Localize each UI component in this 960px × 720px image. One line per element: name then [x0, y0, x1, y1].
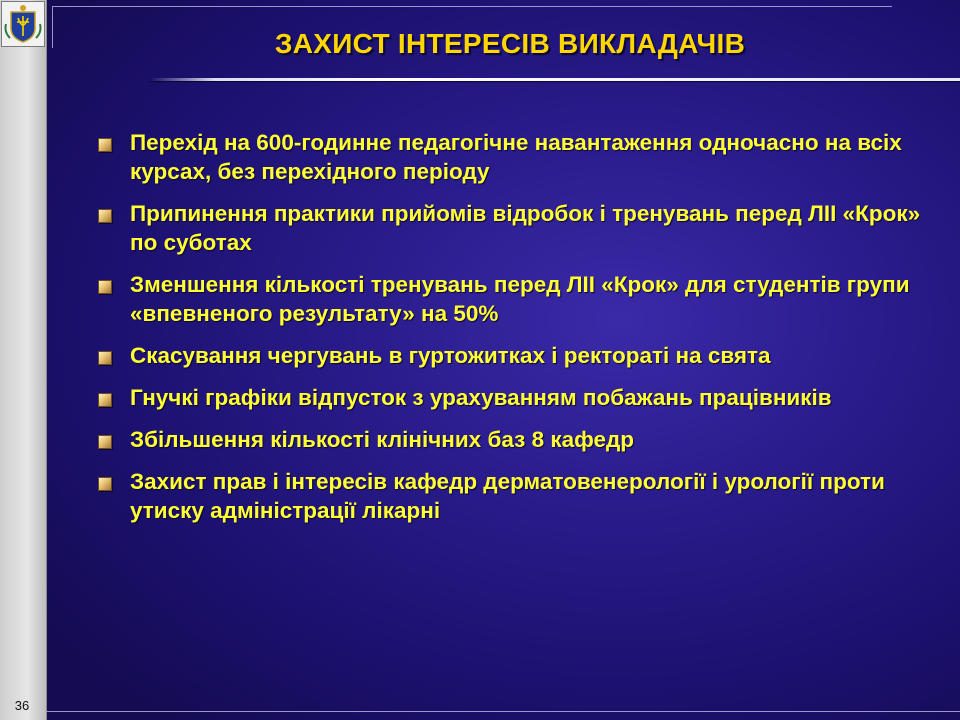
frame-line-left	[52, 6, 53, 48]
frame-line-bottom	[46, 711, 960, 712]
list-item	[96, 341, 946, 370]
list-item	[96, 270, 946, 328]
list-item	[96, 128, 946, 186]
left-sidebar	[0, 0, 47, 720]
bullet-text: Перехід на 600-годинне педагогічне навантаження одночасно на всіх курсах, без перехідного періоду	[130, 130, 902, 184]
square-bullet-icon	[98, 209, 112, 223]
bullet-text: Скасування чергувань в гуртожитках і ректораті на свята	[130, 343, 771, 368]
page-number: 36	[14, 698, 30, 713]
square-bullet-icon	[98, 393, 112, 407]
square-bullet-icon	[98, 138, 112, 152]
bullet-text: Захист прав і інтересів кафедр дерматовенерології і урології проти утиску адміністрації лікарні	[130, 469, 885, 523]
slide-title: ЗАХИСТ ІНТЕРЕСІВ ВИКЛАДАЧІВ	[274, 28, 746, 59]
university-crest-icon	[1, 1, 45, 47]
square-bullet-icon	[98, 435, 112, 449]
bullet-list	[96, 128, 946, 538]
bullet-text: Припинення практики прийомів відробок і тренувань перед ЛІІ «Крок» по суботах	[130, 201, 921, 255]
list-item	[96, 467, 946, 525]
frame-line-top	[52, 6, 892, 7]
square-bullet-icon	[98, 351, 112, 365]
list-item	[96, 383, 946, 412]
bullet-text: Зменшення кількості тренувань перед ЛІІ «Крок» для студентів групи «впевненого результату» на 50%	[130, 272, 910, 326]
bullet-text: Збільшення кількості клінічних баз 8 кафедр	[130, 427, 635, 452]
square-bullet-icon	[98, 477, 112, 491]
bullet-text: Гнучкі графіки відпусток з урахуванням побажань працівників	[130, 385, 832, 410]
title-divider	[150, 78, 960, 81]
square-bullet-icon	[98, 280, 112, 294]
list-item	[96, 199, 946, 257]
list-item	[96, 425, 946, 454]
